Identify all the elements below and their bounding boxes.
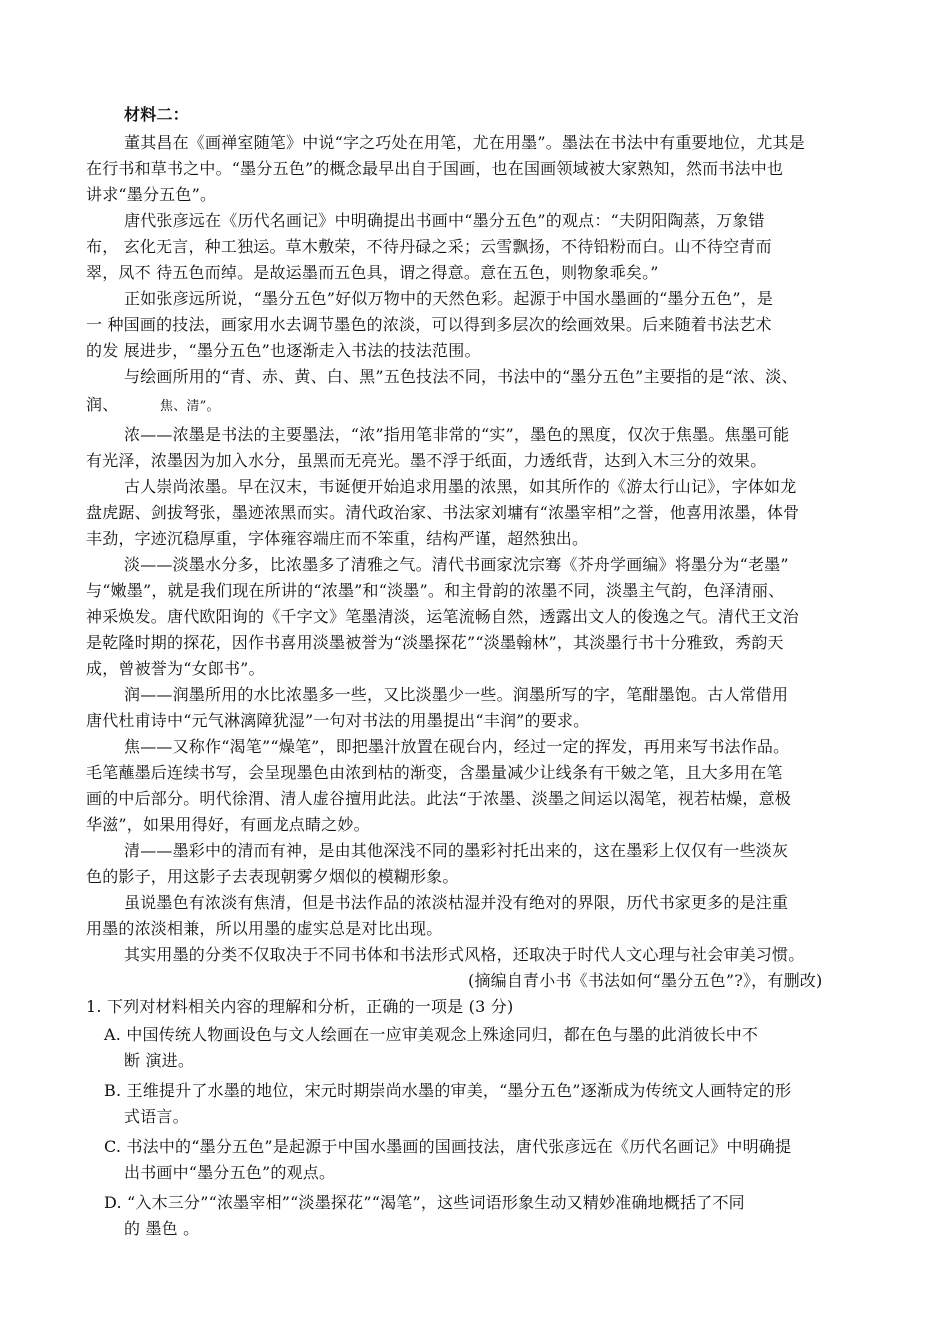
paragraph-line: 华滋”，如果用得好，有画龙点睛之妙。 <box>86 815 370 834</box>
source-citation: (摘编自青小书《书法如何“墨分五色”?》，有删改) <box>468 971 823 990</box>
paragraph-line: 与“嫩墨”，就是我们现在所讲的“浓墨”和“淡墨”。和主骨韵的浓墨不同，淡墨主气韵，色泽清丽、 <box>86 581 785 600</box>
paragraph-line: 画的中后部分。明代徐渭、清人虚谷擅用此法。此法“于浓墨、淡墨之间运以渴笔，视若枯燥，意极 <box>86 789 791 808</box>
paragraph-line: 布， 玄化无言，种工独运。草木敷荣，不待丹碌之采；云雪飘扬，不待铅粉而白。山不待空青而 <box>86 237 772 256</box>
option-line: 出书画中“墨分五色”的观点。 <box>124 1163 336 1182</box>
paragraph-line: 唐代张彦远在《历代名画记》中明确提出书画中“墨分五色”的观点：“夫阴阳陶蒸，万象错 <box>124 211 765 230</box>
paragraph-line: 唐代杜甫诗中“元气淋漓障犹湿”一句对书法的用墨提出“丰润”的要求。 <box>86 711 590 730</box>
paragraph-line: 用墨的浓淡相兼，所以用墨的虚实总是对比出现。 <box>86 919 443 938</box>
option-line: D. “入木三分”“浓墨宰相”“淡墨探花”“渴笔”，这些词语形象生动又精妙准确地概括了不同 <box>104 1193 745 1212</box>
paragraph-line: 在行书和草书之中。“墨分五色”的概念最早出自于国画，也在国画领域被大家熟知，然而书法中也 <box>86 159 784 178</box>
paragraph-line: 润——润墨所用的水比浓墨多一些，又比淡墨少一些。润墨所写的字，笔酣墨饱。古人常借用 <box>124 685 789 704</box>
paragraph-line: 神采焕发。唐代欧阳询的《千字文》笔墨清淡，运笔流畅自然，透露出文人的俊逸之气。清代王文治 <box>86 607 799 626</box>
option-line: 的 墨色 。 <box>124 1219 200 1238</box>
option-line: B. 王维提升了水墨的地位，宋元时期崇尚水墨的审美，“墨分五色”逐渐成为传统文人画特定的形 <box>104 1081 792 1100</box>
paragraph-line: 的发 展进步，“墨分五色”也逐渐走入书法的技法范围。 <box>86 341 481 360</box>
paragraph-line: 丰劲，字迹沉稳厚重，字体雍容端庄而不笨重，结构严谨，超然独出。 <box>86 529 589 548</box>
paragraph-line: 翠，凤不 待五色而绰。是故运墨而五色具，谓之得意。意在五色，则物象乖矣。” <box>86 263 659 282</box>
option-line: A. 中国传统人物画设色与文人绘画在一应审美观念上殊途同归，都在色与墨的此消彼长中不 <box>104 1025 759 1044</box>
paragraph-line: 讲求“墨分五色”。 <box>86 185 217 204</box>
paragraph-line: 成，曾被誉为“女郎书”。 <box>86 659 265 678</box>
paragraph-line: 盘虎踞、剑拔弩张，墨迹浓黑而实。清代政治家、书法家刘墉有“浓墨宰相”之誉，他喜用浓墨，体骨 <box>86 503 800 522</box>
option-line: 断 演进。 <box>124 1051 195 1070</box>
paragraph-line: 浓——浓墨是书法的主要墨法，“浓”指用笔非常的“实”，墨色的黑度，仅次于焦墨。焦墨可能 <box>124 425 790 444</box>
paragraph-line: 润、 <box>86 395 119 414</box>
paragraph-line: 是乾隆时期的探花，因作书喜用淡墨被誉为“淡墨探花”“淡墨翰林”，其淡墨行书十分雅致，秀韵天 <box>86 633 784 652</box>
paragraph-line: 焦——又称作“渴笔”“燥笔”，即把墨汁放置在砚台内，经过一定的挥发，再用来写书法作品。 <box>124 737 790 756</box>
option-line: 式语言。 <box>124 1107 189 1126</box>
paragraph-line: 其实用墨的分类不仅取决于不同书体和书法形式风格，还取决于时代人文心理与社会审美习惯。 <box>124 945 805 964</box>
question-stem: 1. 下列对材料相关内容的理解和分析，正确的一项是 (3 分) <box>86 997 514 1016</box>
paragraph-line: 有光泽，浓墨因为加入水分，虽黑而无亮光。墨不浮于纸面，力透纸背，达到入木三分的效果。 <box>86 451 767 470</box>
paragraph-line-small: 焦、清”。 <box>160 399 220 414</box>
paragraph-line: 一 种国画的技法，画家用水去调节墨色的浓淡，可以得到多层次的绘画效果。后来随着书法艺术 <box>86 315 772 334</box>
paragraph-line: 淡——淡墨水分多，比浓墨多了清雅之气。清代书画家沈宗骞《芥舟学画编》将墨分为“老墨” <box>124 555 789 574</box>
option-line: C. 书法中的“墨分五色”是起源于中国水墨画的国画技法，唐代张彦远在《历代名画记》中明确提 <box>104 1137 792 1156</box>
paragraph-line: 清——墨彩中的清而有神，是由其他深浅不同的墨彩衬托出来的，这在墨彩上仅仅有一些淡灰 <box>124 841 789 860</box>
paragraph-line: 古人崇尚浓墨。早在汉末，韦诞便开始追求用墨的浓黑，如其所作的《游太行山记》，字体如龙 <box>124 477 797 496</box>
paragraph-line: 虽说墨色有浓淡有焦清，但是书法作品的浓淡枯湿并没有绝对的界限，历代书家更多的是注重 <box>124 893 789 912</box>
paragraph-line: 色的影子，用这影子去表现朝雾夕烟似的模糊形象。 <box>86 867 459 886</box>
paragraph-line: 正如张彦远所说，“墨分五色”好似万物中的天然色彩。起源于中国水墨画的“墨分五色”，是 <box>124 289 774 308</box>
paragraph-line: 毛笔蘸墨后连续书写，会呈现墨色由浓到枯的渐变，含墨量减少让线条有干皴之笔，且大多用在笔 <box>86 763 783 782</box>
paragraph-line: 董其昌在《画禅室随笔》中说“字之巧处在用笔，尤在用墨”。墨法在书法中有重要地位，尤其是 <box>124 133 805 152</box>
paragraph-line: 与绘画所用的“青、赤、黄、白、黑”五色技法不同，书法中的“墨分五色”主要指的是“浓、淡、 <box>124 367 798 386</box>
section-heading: 材料二： <box>124 105 189 124</box>
